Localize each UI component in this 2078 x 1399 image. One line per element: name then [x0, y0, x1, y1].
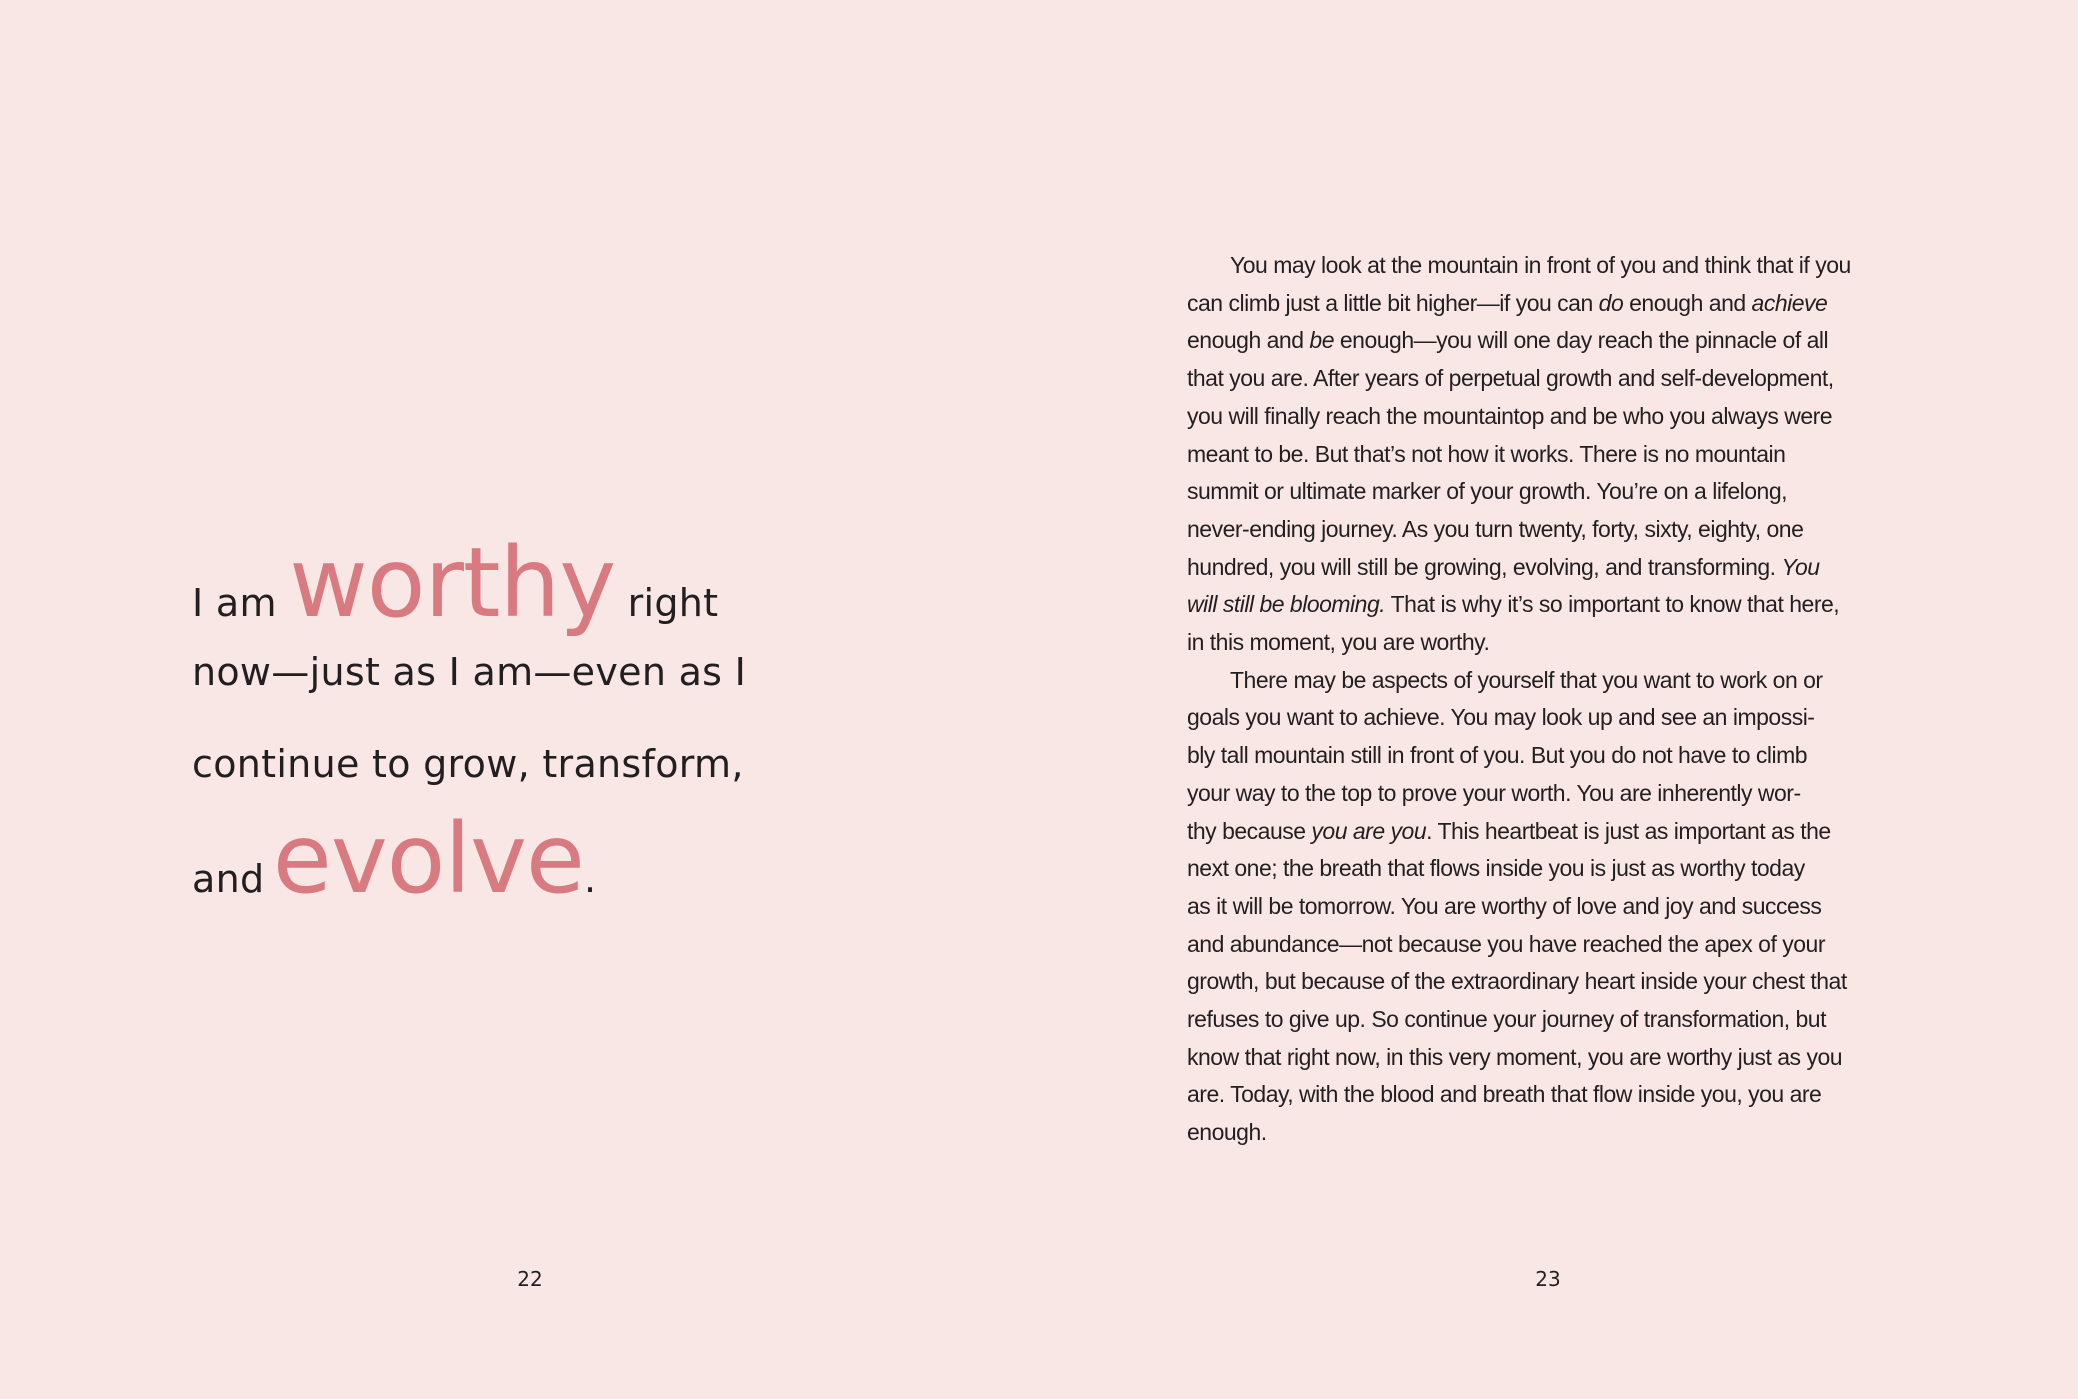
body-text-line — [1230, 254, 1851, 277]
text-run: growth, but because of the extraordinary heart inside your chest that — [1187, 968, 1847, 995]
body-text-line — [1187, 1043, 1843, 1070]
headline-text: and — [192, 857, 265, 901]
headline-text: right — [627, 581, 719, 625]
body-text-line — [1230, 666, 1823, 693]
text-run: next one; the breath that flows inside you is just as worthy today — [1187, 855, 1805, 882]
italic-text: do — [1598, 289, 1624, 316]
text-run: and abundance—not because you have reached the apex of your — [1187, 930, 1825, 957]
text-run: There may be aspects of yourself that you want to work on or — [1230, 666, 1823, 693]
text-run: know that right now, in this very moment, you are worthy just as you — [1187, 1043, 1843, 1070]
body-text-line — [1187, 367, 1834, 390]
text-run: summit or ultimate marker of your growth. You’re on a lifelong, — [1187, 478, 1788, 505]
body-text-line — [1187, 440, 1786, 467]
text-run: refuses to give up. So continue your journey of transformation, but — [1187, 1006, 1826, 1032]
italic-text: achieve — [1751, 289, 1828, 316]
text-run: goals you want to achieve. You may look up and see an impossi- — [1187, 704, 1815, 731]
text-run: enough—you will one day reach the pinnacle of all — [1334, 327, 1829, 354]
body-text-line — [1187, 1121, 1267, 1144]
text-run: That is why it’s so important to know that here, — [1385, 591, 1840, 618]
body-text-line — [1187, 553, 1820, 580]
headline-text: . — [583, 857, 597, 901]
text-run: thy because — [1187, 817, 1312, 844]
headline-text: I am — [192, 581, 277, 625]
body-text-line — [1187, 631, 1489, 654]
text-run: . This heartbeat is just as important as the — [1426, 817, 1831, 844]
italic-text: will still be blooming. — [1187, 591, 1386, 618]
body-text-line — [1187, 289, 1828, 316]
body-text-line — [1187, 744, 1807, 767]
body-text-line — [1187, 930, 1825, 957]
headline-line-3: continue to grow, transform, — [192, 742, 744, 786]
body-text-line — [1187, 706, 1814, 729]
body-text-line — [1187, 970, 1847, 993]
italic-text: be — [1309, 327, 1334, 354]
headline-emphasis-evolve: evolve — [272, 803, 584, 915]
text-run: never-ending journey. As you turn twenty, forty, sixty, eighty, one — [1187, 515, 1804, 542]
italic-text: You — [1781, 553, 1820, 580]
body-text-line — [1187, 402, 1833, 429]
body-text-line — [1187, 892, 1822, 919]
page-number-left: 22 — [517, 1267, 543, 1291]
text-run: enough and — [1187, 327, 1310, 354]
text-run: as it will be tomorrow. You are worthy of love and joy and success — [1187, 892, 1822, 919]
body-text-line — [1187, 779, 1801, 806]
text-run: can climb just a little bit higher—if you can — [1187, 289, 1599, 316]
text-run: enough. — [1187, 1119, 1267, 1146]
text-run: hundred, you will still be growing, evolving, and transforming. — [1187, 553, 1782, 580]
text-run: bly tall mountain still in front of you. But you do not have to climb — [1187, 742, 1808, 769]
text-run: are. Today, with the blood and breath that flow inside you, you are — [1187, 1081, 1822, 1108]
body-text-line — [1187, 857, 1805, 880]
text-run: meant to be. But that’s not how it works. There is no mountain — [1187, 440, 1786, 467]
page-number-right: 23 — [1535, 1267, 1561, 1291]
body-text-line — [1187, 329, 1828, 352]
text-run: You may look at the mountain in front of you and think that if you — [1230, 252, 1851, 278]
text-run: in this moment, you are worthy. — [1187, 629, 1490, 655]
body-text-line — [1187, 515, 1804, 542]
text-run: that you are. After years of perpetual growth and self-development, — [1187, 365, 1834, 392]
body-text-line — [1187, 480, 1787, 503]
headline-line-2: now—just as I am—even as I — [192, 650, 747, 694]
headline-line-4 — [192, 803, 597, 915]
body-text-line — [1187, 1083, 1821, 1106]
text-run: your way to the top to prove your worth. You are inherently wor- — [1187, 779, 1801, 806]
headline-emphasis-worthy: worthy — [289, 527, 616, 639]
text-run: you will finally reach the mountaintop and be who you always were — [1187, 402, 1833, 429]
text-run: enough and — [1623, 289, 1752, 316]
italic-text: you are you — [1311, 817, 1427, 844]
body-text-line — [1187, 1008, 1826, 1031]
headline-line-1 — [192, 527, 719, 639]
body-text-line — [1187, 817, 1831, 844]
body-text-line — [1187, 593, 1839, 616]
